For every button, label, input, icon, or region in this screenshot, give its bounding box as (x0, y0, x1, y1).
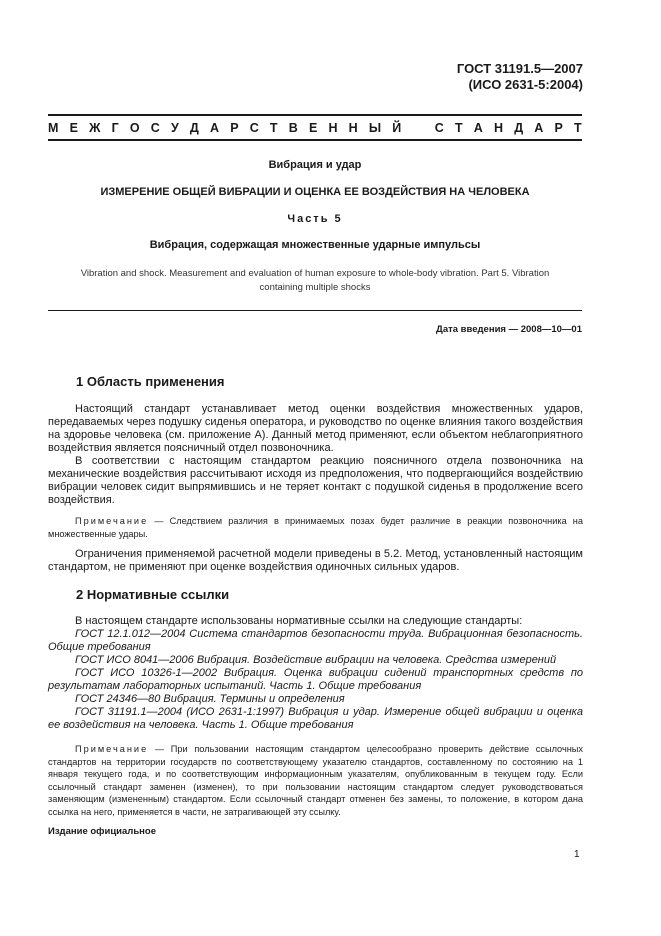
note-text: — Следствием различия в принимаемых позах будет различие в реакции позвоночника на множественные удары. (48, 516, 583, 539)
reference-item: ГОСТ 24346—80 Вибрация. Термины и определения (75, 693, 345, 705)
reference-item: ГОСТ 12.1.012—2004 Система стандартов безопасности труда. Вибрационная безопасность. Общие требования (48, 628, 583, 653)
note-text: — При пользовании настоящим стандартом целесообразно проверить действие ссылочных стандартов на территории государств по соответствующему указателю стандартов, составленному по состоянию на 1 января текущего года, и по соответствующим информационным указателям, опубликованным в текущем году. Если ссылочный стандарт заменен (изменен), то при пользовании настоящим стандартом следует руководствоваться заменяющим (измененным) стандартом. Если ссылочный стандарт отменен без замены, то положение, в котором дана ссылка на него, применяется в части, не затрагивающей эту ссылку. (48, 744, 583, 817)
section-2-note (48, 743, 583, 819)
banner-letter: Е (69, 121, 78, 135)
section-1-paragraph-2: В соответствии с настоящим стандартом реакцию поясничного отдела позвоночника на механические воздействия рассчитывают исходя из предположения, что подвергающийся воздействию вибрации человек сидит выпрямившись и не теряет контакт с подушкой сиденья в продолжение всего воздействия. (48, 455, 583, 506)
reference-item: ГОСТ ИСО 10326-1—2002 Вибрация. Оценка вибрации сидений транспортных средств по результатам лабораторных испытаний. Часть 1. Общие требования (48, 667, 583, 692)
iso-number: (ИСО 2631-5:2004) (468, 77, 583, 92)
banner-letter: О (129, 121, 140, 135)
banner-letter: Т (269, 121, 278, 135)
document-code (457, 61, 583, 93)
banner-letter: Д (514, 121, 524, 135)
title-english-line2: containing multiple shocks (259, 282, 371, 293)
introduction-date: Дата введения — 2008—10—01 (436, 324, 582, 335)
banner-letter: С (434, 121, 444, 135)
title-english (48, 267, 582, 295)
title-part-name: Вибрация, содержащая множественные ударные импульсы (149, 239, 481, 251)
banner-letter: Е (308, 121, 318, 135)
title-part: Часть 5 (287, 213, 343, 225)
note-label: Примечание (75, 744, 149, 754)
banner-letter: Т (574, 121, 582, 135)
doc-number: ГОСТ 31191.5—2007 (456, 61, 583, 76)
banner-letter: А (534, 121, 544, 135)
section-2-heading: 2 Нормативные ссылки (76, 587, 230, 602)
banner-letter: А (473, 121, 483, 135)
banner-letter: А (210, 121, 220, 135)
banner-letter: Г (111, 121, 119, 135)
banner-letter: Ы (368, 121, 382, 135)
banner-letter: Р (554, 121, 563, 135)
section-1-body (48, 403, 583, 507)
banner-letter: Н (494, 121, 504, 135)
official-edition-label: Издание официальное (48, 826, 156, 837)
section-1-note (48, 515, 583, 540)
banner-letter: В (288, 121, 298, 135)
title-divider (48, 310, 582, 311)
banner-bottom-rule (48, 139, 582, 141)
section-1-paragraph-1: Настоящий стандарт устанавливает метод оценки воздействия множественных ударов, передаваемых через подушку сиденья оператора, и руководство по оценке влияния такого воздействия на здоровье человека (см. приложение А). Данный метод применяют, если объектом неблагоприятного воздействия является поясничный отдел позвоночника. (48, 403, 583, 454)
section-2-intro: В настоящем стандарте использованы нормативные ссылки на следующие стандарты: (75, 615, 523, 627)
title-topic: Вибрация и удар (268, 159, 362, 171)
banner-letter: Н (348, 121, 358, 135)
banner-letter: С (150, 121, 160, 135)
banner-letter: Д (189, 121, 199, 135)
title-english-line1: Vibration and shock. Measurement and evaluation of human exposure to whole-body vibration. Part 5. Vibration (80, 268, 550, 279)
note-label: Примечание (75, 516, 149, 526)
banner-letter: С (249, 121, 259, 135)
banner-letter: Р (230, 121, 239, 135)
section-1-paragraph-3: Ограничения применяемой расчетной модели приведены в 5.2. Метод, установленный настоящим стандартом, не применяют при оценке воздействия одиночных сильных ударов. (48, 548, 583, 573)
section-1-paragraph-3-block (48, 548, 583, 574)
banner-letter: М (48, 121, 59, 135)
interstate-standard-banner (48, 121, 582, 135)
reference-item: ГОСТ 31191.1—2004 (ИСО 2631-1:1997) Вибрация и удар. Измерение общей вибрации и оценка ее воздействия на человека. Часть 1. Общие требования (48, 706, 583, 731)
banner-letter: Й (392, 121, 402, 135)
banner-letter: Н (328, 121, 338, 135)
banner-letter: Т (454, 121, 463, 135)
reference-item: ГОСТ ИСО 8041—2006 Вибрация. Воздействие вибрации на человека. Средства измерений (75, 654, 557, 666)
title-main: ИЗМЕРЕНИЕ ОБЩЕЙ ВИБРАЦИИ И ОЦЕНКА ЕЕ ВОЗДЕЙСТВИЯ НА ЧЕЛОВЕКА (100, 186, 530, 198)
banner-top-rule (48, 114, 582, 116)
banner-letter: Ж (89, 121, 101, 135)
section-1-heading: 1 Область применения (76, 374, 225, 389)
page-number: 1 (574, 849, 580, 860)
banner-letter: У (170, 121, 179, 135)
section-2-body (48, 615, 583, 732)
